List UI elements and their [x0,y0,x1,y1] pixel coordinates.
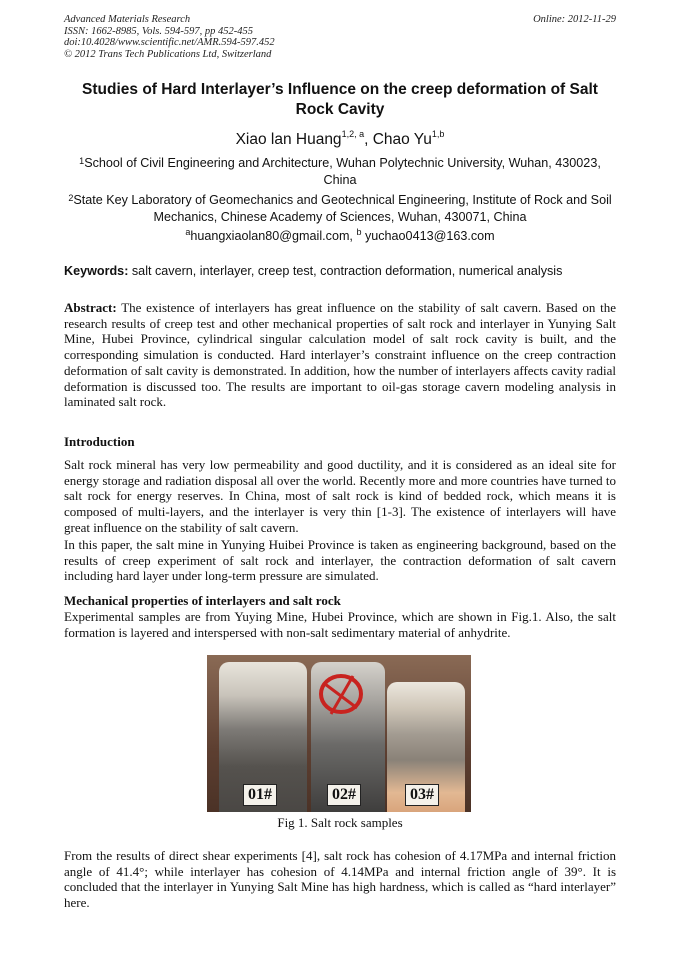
aff2-sup: 2 [68,193,74,203]
keywords-label: Keywords: [64,264,129,278]
title-line-2: Rock Cavity [295,101,385,118]
sample-02 [311,662,385,812]
author-line [64,131,616,149]
sample-label-01: 01# [243,784,277,806]
aff1-line-1: School of Civil Engineering and Architecture, Wuhan Polytechnic University, Wuhan, 430023, [84,156,601,170]
aff2-line-1: State Key Laboratory of Geomechanics and Geotechnical Engineering, Institute of Rock and Soil [73,193,612,207]
email-b[interactable]: yuchao0413@163.com [361,229,495,243]
introduction-heading: Introduction [64,434,135,449]
email-line [64,229,616,243]
keywords-text: salt cavern, interlayer, creep test, contraction deformation, numerical analysis [128,264,563,278]
affiliation-1 [64,155,616,189]
abstract-label: Abstract: [64,300,117,315]
aff1-line-2: China [323,173,357,187]
figure-caption: Fig 1. Salt rock samples [277,815,403,830]
author-2: Chao Yu [372,131,432,148]
abstract [64,300,616,410]
journal-name: Advanced Materials Research [64,14,191,25]
affiliation-2 [64,192,616,226]
red-marking-icon [311,666,385,726]
mechanical-heading: Mechanical properties of interlayers and salt rock [64,593,341,608]
introduction-paragraph-1: Salt rock mineral has very low permeability and good ductility, and it is considered as an ideal site for energy storage and radiation disposal all over the world. Recently more and more countries have turned to salt rock for energy reserves. In China, most of salt rock is kind of bedded rock, which means it is composed of multi-layers, and the interlayer is very thin [1-3]. The existence of interlayers will have great influence on the stability of salt cavern. [64,457,616,535]
mechanical-paragraph-2: From the results of direct shear experiments [4], salt rock has cohesion of 4.17MPa and internal friction angle of 41.4°; while interlayer has cohesion of 4.14MPa and internal friction angle of 39°. It is concluded that the interlayer in Yunying Salt Mine has high hardness, which is called as “hard interlayer” here. [64,848,616,911]
issn-line: ISSN: 1662-8985, Vols. 594-597, pp 452-455 [64,25,253,37]
keywords [64,264,616,278]
aff2-line-2: Mechanics, Chinese Academy of Sciences, Wuhan, 430071, China [153,210,527,224]
author-1: Xiao lan Huang [235,131,342,148]
salt-rock-samples-photo [207,655,471,812]
sample-03 [387,682,465,812]
author-2-sup: 1,b [431,129,445,139]
aff1-sup: 1 [79,156,85,166]
title-line-1: Studies of Hard Interlayer’s Influence on the creep deformation of Salt [82,81,598,98]
sample-label-03: 03# [405,784,439,806]
journal-header [64,14,616,60]
sample-01 [219,662,307,812]
copyright-line: © 2012 Trans Tech Publications Ltd, Switzerland [64,48,272,60]
author-sep: , [364,131,373,148]
email-a-sup: a [185,227,191,237]
sample-label-02: 02# [327,784,361,806]
mechanical-paragraph-1: Experimental samples are from Yuying Mine, Hubei Province, which are shown in Fig.1. Also, the salt formation is layered and interspersed with non-salt sedimentary material of anhydrite. [64,609,616,640]
introduction-paragraph-2: In this paper, the salt mine in Yunying Huibei Province is taken as engineering background, based on the results of creep experiment of salt rock and interlayer, the contraction deformation of salt cavern including hard layer under long-term pressure are simulated. [64,537,616,584]
doi-line: doi:10.4028/www.scientific.net/AMR.594-597.452 [64,37,275,48]
email-a[interactable]: huangxiaolan80@gmail.com, [190,229,357,243]
email-b-sup: b [356,227,362,237]
online-date: Online: 2012-11-29 [533,14,616,25]
abstract-text: The existence of interlayers has great influence on the stability of salt cavern. Based on the research results of creep test and other mechanical properties of salt rock and interlayer in Yunying Salt Mine, Hubei Province, cylindrical singular calculation model of salt rock cavity is built, and the corresponding simulation is conducted. Hard interlayer’s constraint influence on the creep contraction deformation of salt cavity is demonstrated. In addition, how the number of interlayers affects cavity radial deformation is discussed too. The results are important to oil-gas storage cavern modeling analysis in laminated salt rock. [64,300,616,410]
paper-title [64,80,616,120]
author-1-sup: 1,2, a [341,129,365,139]
